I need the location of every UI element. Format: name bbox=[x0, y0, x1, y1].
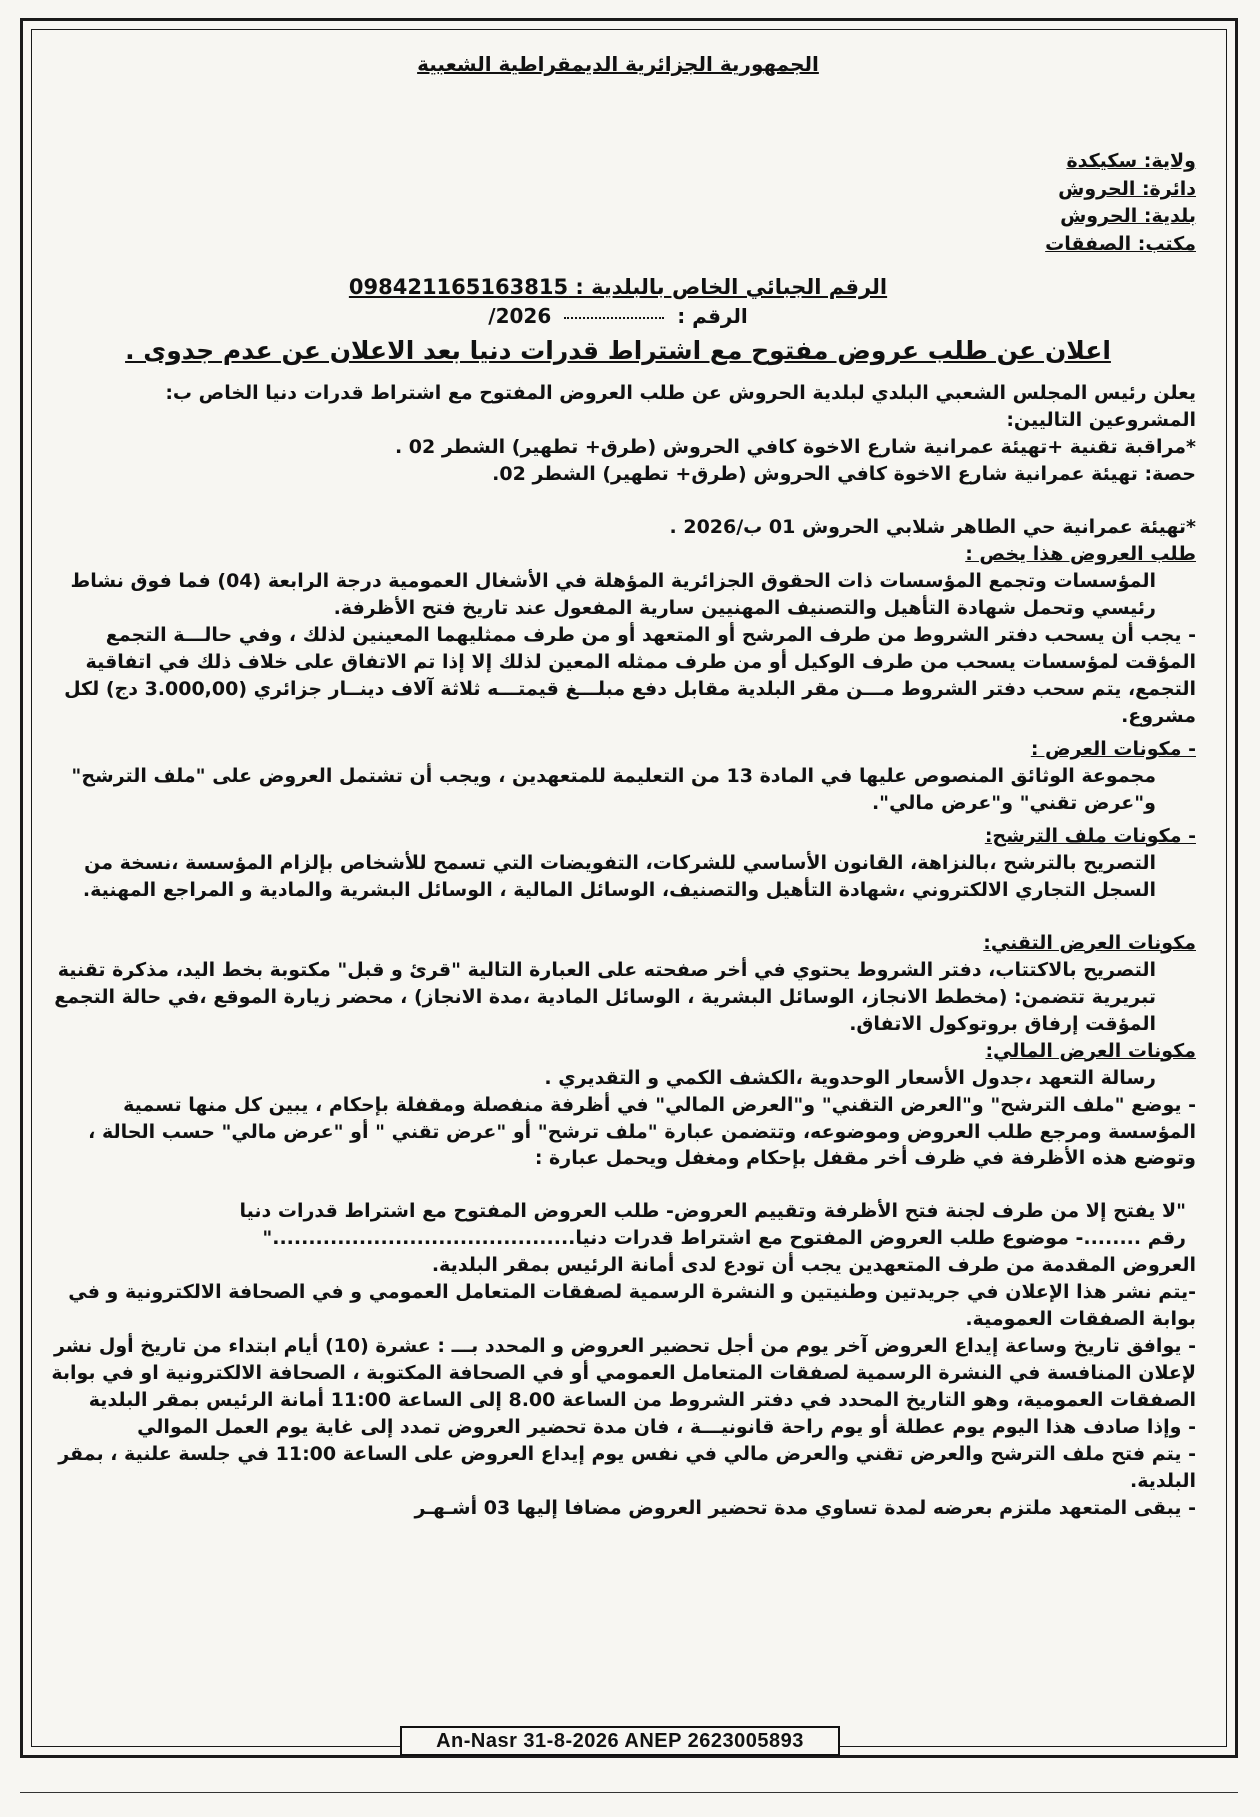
admin-daira: دائرة: الحروش bbox=[1058, 177, 1196, 200]
section-addressed-body: المؤسسات وتجمع المؤسسات ذات الحقوق الجزائرية المؤهلة في الأشغال العمومية درجة الرابعة (04) فما فوق نشاط رئيسي وتحمل شهادة التأهيل والتصنيف المهنيين سارية المفعول عند تاريخ فتح الأظرفة. bbox=[70, 570, 1156, 620]
project-lot: حصة: تهيئة عمرانية شارع الاخوة كافي الحروش (طرق+ تطهير) الشطر 02. bbox=[492, 463, 1196, 486]
admin-wilaya: ولاية: سكيكدة bbox=[1066, 150, 1196, 173]
publication-stamp: An-Nasr 31-8-2026 ANEP 2623005893 bbox=[400, 1726, 840, 1756]
administrative-header bbox=[40, 148, 1196, 258]
section-offer-title: - مكونات العرض : bbox=[1030, 737, 1196, 760]
envelope-quote: "لا يفتح إلا من طرف لجنة فتح الأظرفة وتقييم العروض- طلب العروض المفتوح مع اشتراط قدرات دنيا رقم ........- موضوع طلب العروض المفتوح مع اشتراط قدرات دنيا.........................................." bbox=[239, 1200, 1186, 1250]
section-addressed-title: طلب العروض هذا يخص : bbox=[965, 543, 1196, 566]
deadline-text: - يوافق تاريخ وساعة إيداع العروض آخر يوم من أجل تحضير العروض و المحدد بـــ : عشرة (10) أيام ابتداء من تاريخ أول نشر لإعلان المنافسة في النشرة الرسمية لصفقات المتعامل العمومي أو في الصحافة المكتوبة ، الصحافة الالكترونية او في بوابة الصفقات العمومية، وهو التاريخ المحدد في دفتر الشروط من الساعة 8.00 إلى الساعة 11:00 أمانة الرئيس بمقر البلدية bbox=[51, 1335, 1196, 1412]
deposit-text: العروض المقدمة من طرف المتعهدين يجب أن تودع لدى أمانة الرئيس بمقر البلدية. bbox=[431, 1254, 1196, 1277]
admin-office: مكتب: الصفقات bbox=[1045, 233, 1196, 256]
project-2: *تهيئة عمرانية حي الطاهر شلابي الحروش 01 ب/2026 . bbox=[669, 516, 1196, 539]
projects-label: المشروعين التاليين: bbox=[1006, 409, 1196, 432]
validity-text: - يبقى المتعهد ملتزم بعرضه لمدة تساوي مدة تحضير العروض مضافا إليها 03 أشـهـر bbox=[414, 1497, 1196, 1520]
section-candidacy-title: - مكونات ملف الترشح: bbox=[984, 824, 1196, 847]
section-financial-title: مكونات العرض المالي: bbox=[985, 1039, 1196, 1062]
section-candidacy-body: التصريح بالترشح ،بالنزاهة، القانون الأساسي للشركات، التفويضات التي تسمح للأشخاص بإلزام المؤسسة ،نسخة من السجل التجاري الالكتروني ،شهادة التأهيل والتصنيف، الوسائل المالية ، الوسائل البشرية والمادية و المراجع المهنية. bbox=[82, 851, 1156, 901]
section-financial-body: رسالة التعهد ،جدول الأسعار الوحدوية ،الكشف الكمي و التقديري . bbox=[544, 1066, 1156, 1089]
reference-line bbox=[40, 302, 1196, 330]
opening-text: - يتم فتح ملف الترشح والعرض تقني والعرض مالي في نفس يوم إيداع العروض على الساعة 11:00 في جلسة علنية ، بمقر البلدية. bbox=[58, 1443, 1196, 1493]
intro-line: يعلن رئيس المجلس الشعبي البلدي لبلدية الحروش عن طلب العروض المفتوح مع اشتراط قدرات دنيا الخاص ب: bbox=[165, 382, 1196, 405]
reference-year: 2026/ bbox=[488, 304, 552, 329]
fiscal-id: الرقم الجبائي الخاص بالبلدية : 098421165163815 bbox=[348, 274, 888, 299]
announcement-document bbox=[40, 40, 1196, 1730]
project-1: *مراقبة تقنية +تهيئة عمرانية شارع الاخوة كافي الحروش (طرق+ تطهير) الشطر 02 . bbox=[394, 436, 1196, 459]
section-withdraw-body: - يجب أن يسحب دفتر الشروط من طرف المرشح أو المتعهد أو من طرف ممثليهما المعينين لذلك ، وفي حالـــة التجمع المؤقت لمؤسسات يسحب من طرف الوكيل أو من طرف ممثله المعين لذلك إلا إذا تم الاتفاق على خلاف ذلك في اتفاقية التجمع، يتم سحب دفتر الشروط مـــن مقر البلدية مقابل دفع مبلـــغ قيمتـــه ثلاثة آلاف دينــار جزائري (3.000,00 دج) لكل مشروع. bbox=[64, 624, 1196, 727]
section-technical-body: التصريح بالاكتتاب، دفتر الشروط يحتوي في أخر صفحته على العبارة التالية "قرئ و قبل" مكتوبة بخط اليد، مذكرة تقنية تبريرية تتضمن: (مخطط الانجاز، الوسائل البشرية ، الوسائل المادية ،مدة الانجاز) ، محضر زيارة الموقع ،في حالة التجمع المؤقت إرفاق بروتوكول الاتفاق. bbox=[54, 958, 1156, 1035]
section-offer-body: مجموعة الوثائق المنصوص عليها في المادة 13 من التعليمة للمتعهدين ، ويجب أن تشتمل العروض على "ملف الترشح" و"عرض تقني" و"عرض مالي". bbox=[71, 764, 1156, 814]
section-technical-title: مكونات العرض التقني: bbox=[983, 931, 1196, 954]
admin-baladia: بلدية: الحروش bbox=[1060, 205, 1196, 228]
reference-label: الرقم : bbox=[677, 304, 748, 329]
bottom-rule bbox=[20, 1792, 1238, 1793]
republic-title: الجمهورية الجزائرية الديمقراطية الشعبية bbox=[417, 52, 819, 76]
handwritten-number bbox=[564, 317, 664, 319]
section-envelopes-body: - يوضع "ملف الترشح" و"العرض التقني" و"العرض المالي" في أظرفة منفصلة ومقفلة بإحكام ، يبين كل منها تسمية المؤسسة ومرجع طلب العروض وموضوعه، وتتضمن عبارة "ملف ترشح" أو "عرض تقني " أو "عرض مالي" حسب الحالة ، وتوضع هذه الأظرفة في ظرف أخر مقفل بإحكام ومغفل ويحمل عبارة : bbox=[88, 1093, 1196, 1170]
holiday-text: - وإذا صادف هذا اليوم يوم عطلة أو يوم راحة قانونيـــة ، فان مدة تحضير العروض تمدد إلى غاية يوم العمل الموالي bbox=[137, 1416, 1196, 1439]
publish-text: -يتم نشر هذا الإعلان في جريدتين وطنيتين و النشرة الرسمية لصفقات المتعامل العمومي و في الصحافة الالكترونية و في بوابة الصفقات العمومية. bbox=[68, 1281, 1196, 1331]
announcement-headline: اعلان عن طلب عروض مفتوح مع اشتراط قدرات دنيا بعد الاعلان عن عدم جدوى . bbox=[125, 335, 1111, 365]
